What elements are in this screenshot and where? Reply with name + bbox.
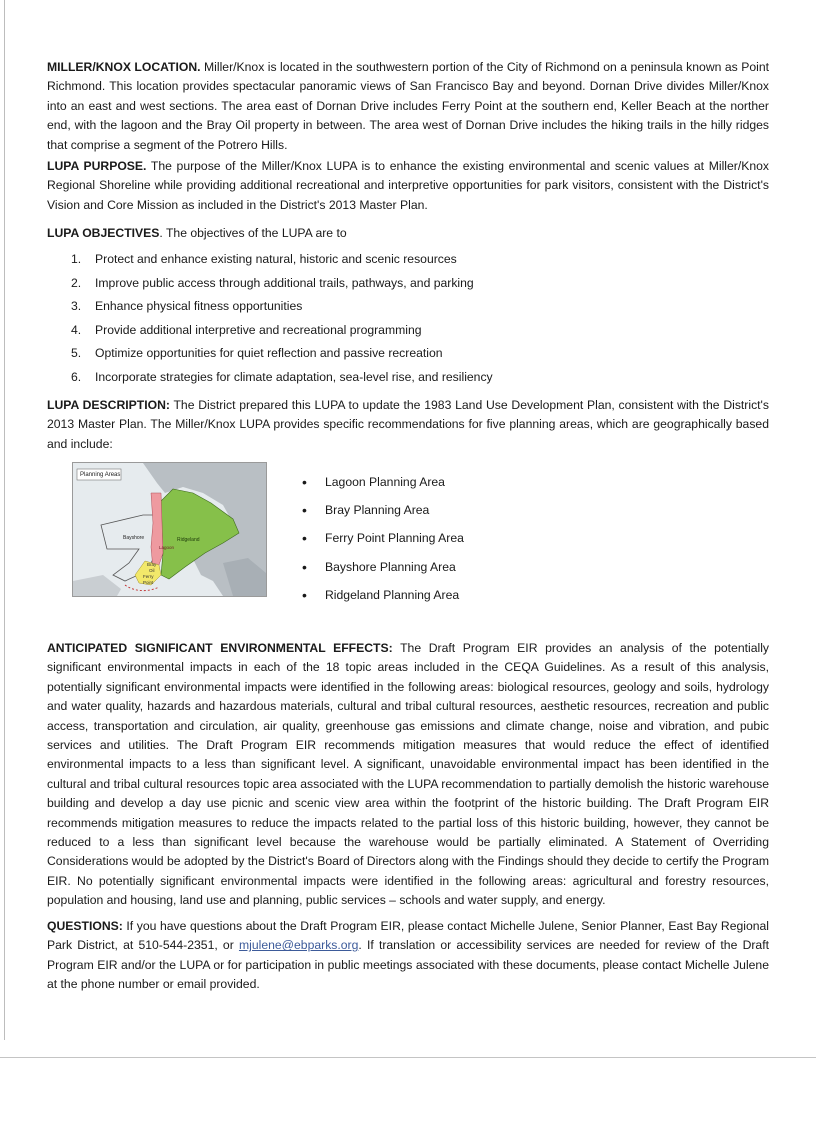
- email-link[interactable]: mjulene@ebparks.org: [238, 938, 359, 953]
- objective-number: 1.: [71, 252, 82, 266]
- description-heading: LUPA DESCRIPTION:: [47, 398, 170, 412]
- questions-text-after: . If translation or accessibility services are needed for review of the Draft Program EIR and/or the LUPA or for participation in public meetings associated with these documents, please contact Michelle Julene at the phone number or email provided.: [47, 938, 769, 992]
- objective-text: Incorporate strategies for climate adaptation, sea-level rise, and resiliency: [95, 369, 493, 384]
- location-text: Miller/Knox is located in the southwestern portion of the City of Richmond on a peninsula known as Point Richmond. This location provides spectacular panoramic views of San Francisco Bay and beyond. Dornan Drive divides Miller/Knox into an east and west sections. The area east of Dornan Drive includes Ferry Point at the southern end, Keller Beach at the norther end, with the lagoon and the Bray Oil property in between. The area west of Dornan Drive includes the hiking trails in the hilly ridges that comprise a segment of the Potrero Hills.: [47, 60, 769, 152]
- objective-number: 3.: [71, 299, 82, 313]
- map-label-ferry: Ferry: [143, 574, 154, 579]
- map-label-lagoon: Lagoon: [159, 545, 175, 550]
- objective-text: Provide additional interpretive and recreational programming: [95, 322, 422, 337]
- map-label-oil: Oil: [149, 568, 155, 573]
- objective-text: Enhance physical fitness opportunities: [95, 299, 303, 313]
- location-heading: MILLER/KNOX LOCATION.: [47, 60, 201, 74]
- planning-area-item: • Ferry Point Planning Area: [300, 528, 464, 556]
- objectives-intro: [47, 224, 769, 243]
- description-paragraph: [47, 396, 769, 454]
- planning-area-item: • Lagoon Planning Area: [300, 472, 464, 500]
- objective-number: 5.: [71, 346, 82, 360]
- purpose-heading: LUPA PURPOSE.: [47, 159, 147, 173]
- objective-number: 4.: [71, 322, 82, 337]
- planning-areas-list: [300, 472, 464, 613]
- effects-text: The Draft Program EIR provides an analysis of the potentially significant environmental impacts in each of the 18 topic areas included in the CEQA Guidelines. As a result of this analysis, potentially significant environmental impacts were identified in the following areas: biological resources, geology and soils, hydrology and water quality, hazards and hazardous materials, cultural and tribal cultural resources, aesthetic resources, recreation and public access, transportation and circulation, air quality, greenhouse gas emissions and climate change, noise and vibration, and pubic services and utilities. The Draft Program EIR recommends mitigation measures that would reduce the effect of identified environmental impacts to a less than significant level. A significant, unavoidable environmental impact has been identified in the cultural and tribal cultural resources topic area associated with the LUPA recommendation to partially demolish the historic warehouse building and develop a day use picnic and scenic view area within the footprint of the historic building. The Draft Program EIR recommends mitigation measures to reduce the impacts related to the partial loss of this historic building, however, they cannot be reduced to a less than significant level because the warehouse would be partially eliminated. A Statement of Overriding Considerations would be adopted by the District's Board of Directors along with the Findings should they decide to certify the Program EIR. No potentially significant environmental impacts were identified in the following areas: agricultural and forestry resources, population and housing, land use and planning, public services – schools and water supply, and energy.: [47, 641, 769, 908]
- map-label-point: Point: [143, 580, 154, 585]
- objective-number: 2.: [71, 275, 82, 290]
- planning-area-item: • Ridgeland Planning Area: [300, 585, 464, 613]
- objectives-list: [47, 249, 493, 390]
- planning-area-item: • Bayshore Planning Area: [300, 557, 464, 585]
- objective-text: Optimize opportunities for quiet reflection and passive recreation: [95, 346, 443, 360]
- map-label-bray: Bray: [147, 562, 157, 567]
- map-label-bayshore: Bayshore: [123, 535, 145, 541]
- map-graphic: [73, 463, 266, 596]
- objective-text: Protect and enhance existing natural, historic and scenic resources: [95, 252, 457, 266]
- objective-text: Improve public access through additional trails, pathways, and parking: [95, 275, 474, 290]
- objective-item: [47, 296, 493, 320]
- objective-item: [47, 320, 493, 344]
- description-text: The District prepared this LUPA to update the 1983 Land Use Development Plan, consistent with the District's 2013 Master Plan. The Miller/Knox LUPA provides specific recommendations for five planning areas, which are geographically based and include:: [47, 398, 769, 451]
- purpose-paragraph: [47, 157, 769, 215]
- effects-paragraph: [47, 639, 769, 911]
- planning-areas-map: [72, 462, 267, 597]
- purpose-text: The purpose of the Miller/Knox LUPA is to enhance the existing environmental and scenic values at Miller/Knox Regional Shoreline while providing additional recreational and interpretive opportunities for park visitors, consistent with the District's Vision and Core Mission as included in the District's 2013 Master Plan.: [47, 159, 769, 212]
- map-label-ridgeland: Ridgeland: [177, 537, 200, 543]
- objective-item: [47, 367, 493, 391]
- map-legend-title: Planning Areas: [80, 472, 121, 478]
- footer-rule: [0, 1057, 816, 1058]
- scan-edge-line: [4, 0, 5, 1040]
- questions-paragraph: [47, 917, 769, 995]
- objective-item: [47, 249, 493, 273]
- planning-area-item: • Bray Planning Area: [300, 500, 464, 528]
- objective-number: 6.: [71, 369, 82, 384]
- questions-text-before: If you have questions about the Draft Program EIR, please contact Michelle Julene, Senior Planner, East Bay Regional Park District, at 510-544-2351, or: [47, 919, 770, 953]
- objectives-heading: LUPA OBJECTIVES: [47, 226, 160, 240]
- questions-heading: QUESTIONS:: [47, 919, 123, 933]
- objectives-intro-text: . The objectives of the LUPA are to: [159, 226, 347, 240]
- objective-item: [47, 273, 493, 297]
- location-paragraph: [47, 58, 769, 155]
- effects-heading: ANTICIPATED SIGNIFICANT ENVIRONMENTAL EFFECTS:: [47, 641, 393, 655]
- objective-item: [47, 343, 493, 367]
